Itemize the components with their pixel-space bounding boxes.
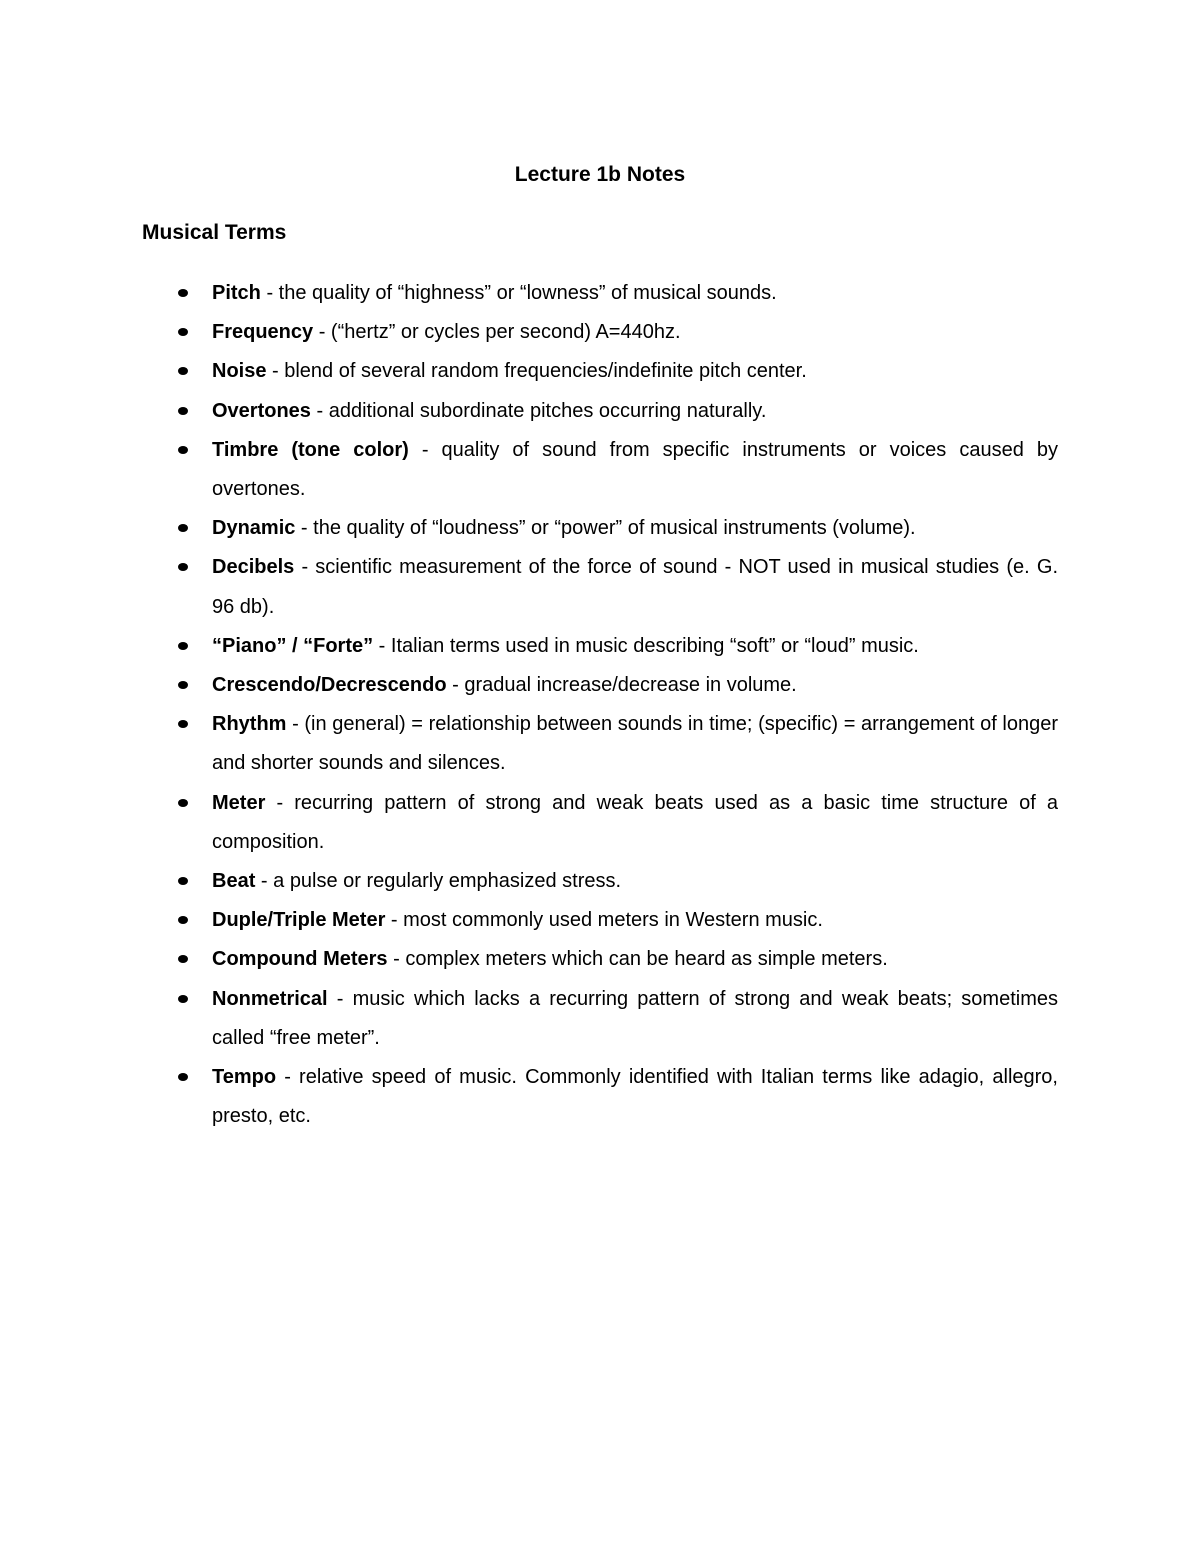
term-definition: - Italian terms used in music describing “soft” or “loud” music. [373, 634, 919, 657]
list-item [212, 313, 1058, 352]
list-item [212, 352, 1058, 391]
list-item [212, 274, 1058, 313]
bullet-icon [178, 955, 188, 963]
bullet-icon [178, 328, 188, 336]
term-definition: - recurring pattern of strong and weak beats used as a basic time structure of a composition. [212, 791, 1058, 853]
term-definition: - gradual increase/decrease in volume. [446, 674, 797, 697]
list-item [212, 392, 1058, 431]
list-item [212, 666, 1058, 705]
term-name: Frequency [212, 321, 314, 344]
bullet-icon [178, 916, 188, 924]
list-item [212, 901, 1058, 940]
term-name: Timbre (tone color) [212, 438, 409, 461]
bullet-icon [178, 524, 188, 532]
term-definition: - quality of sound from specific instruments or voices caused by overtones. [212, 438, 1058, 501]
term-name: Rhythm [212, 713, 287, 736]
term-name: Tempo [212, 1066, 277, 1089]
list-item [212, 862, 1058, 901]
list-item [212, 940, 1058, 979]
bullet-icon [178, 877, 188, 885]
term-definition: - scientific measurement of the force of sound - NOT used in musical studies (e. G. 96 db). [212, 556, 1058, 618]
list-item [212, 705, 1058, 783]
bullet-icon [178, 446, 188, 454]
term-definition: - the quality of “highness” or “lowness” of musical sounds. [260, 282, 777, 304]
list-item [212, 784, 1058, 862]
term-definition: - (“hertz” or cycles per second) A=440hz. [313, 321, 681, 344]
bullet-icon [178, 407, 188, 415]
list-item [212, 980, 1058, 1058]
term-name: Duple/Triple Meter [212, 909, 386, 932]
term-name: Noise [212, 360, 267, 383]
term-definition: - a pulse or regularly emphasized stress. [255, 870, 622, 893]
bullet-icon [178, 799, 188, 807]
term-name: “Piano” / “Forte” [212, 634, 374, 657]
terms-list [212, 274, 1058, 1136]
term-definition: - blend of several random frequencies/indefinite pitch center. [266, 360, 807, 383]
bullet-icon [178, 642, 188, 650]
term-definition: - music which lacks a recurring pattern of strong and weak beats; sometimes called “free meter”. [212, 987, 1058, 1049]
bullet-icon [178, 289, 188, 297]
term-definition: - complex meters which can be heard as simple meters. [387, 948, 888, 971]
bullet-icon [178, 563, 188, 571]
term-definition: - (in general) = relationship between sounds in time; (specific) = arrangement of longer and shorter sounds and silences. [212, 713, 1058, 775]
term-name: Dynamic [212, 517, 296, 540]
section-heading: Musical Terms [142, 221, 287, 244]
term-name: Crescendo/Decrescendo [212, 674, 447, 697]
bullet-icon [178, 995, 188, 1003]
term-name: Compound Meters [212, 948, 388, 971]
term-definition: - the quality of “loudness” or “power” of musical instruments (volume). [295, 517, 916, 540]
term-name: Overtones [212, 399, 311, 422]
bullet-icon [178, 720, 188, 728]
list-item [212, 431, 1058, 509]
bullet-icon [178, 367, 188, 375]
list-item [212, 548, 1058, 626]
term-name: Pitch [212, 282, 261, 304]
term-definition: - additional subordinate pitches occurring naturally. [310, 399, 767, 422]
term-name: Beat [212, 870, 256, 893]
list-item [212, 509, 1058, 548]
document-title: Lecture 1b Notes [514, 163, 686, 186]
term-name: Meter [212, 791, 266, 814]
term-definition: - relative speed of music. Commonly identified with Italian terms like adagio, allegro, presto, etc. [212, 1066, 1058, 1128]
term-name: Decibels [212, 556, 295, 579]
bullet-icon [178, 1073, 188, 1081]
list-item [212, 627, 1058, 666]
list-item [212, 1058, 1058, 1136]
term-definition: - most commonly used meters in Western music. [385, 909, 823, 932]
bullet-icon [178, 681, 188, 689]
term-name: Nonmetrical [212, 987, 328, 1010]
